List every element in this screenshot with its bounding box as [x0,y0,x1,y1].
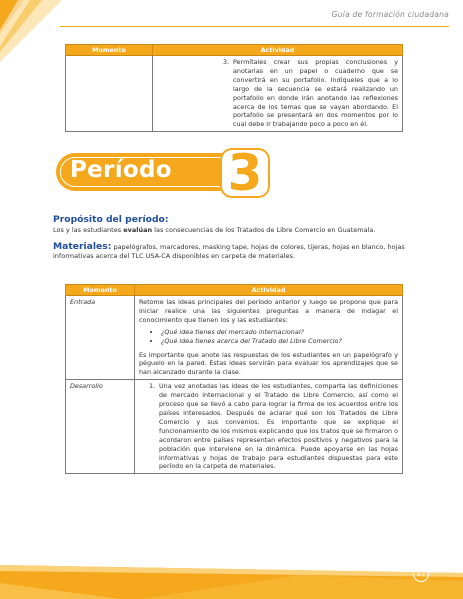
period-banner [56,144,271,202]
activities-table-continued [65,44,403,132]
column-header-momento: Momento [66,285,135,296]
period-number: 3 [227,144,263,202]
entrada-closing: Es importante que anote las respuestas de los estudiantes en un papelógrafo y péguelo en la pared. Estas ideas servirán para evaluar los aprendizajes que se han alcanzado durante la clase. [139,350,398,377]
moment-cell: Desarrollo [66,380,135,474]
activity-cell [135,380,403,474]
materiales-title: Materiales: [53,241,112,252]
period-label: Período [70,157,172,183]
table-row [66,56,403,132]
corner-decoration [0,0,70,70]
list-item: • ¿Qué idea tienes acerca del Tratado del Libre Comercio? [161,337,398,346]
item-number: 1. [149,382,156,391]
moment-cell: Entrada [66,296,135,380]
bottom-decoration [0,555,463,599]
column-header-actividad: Actividad [135,285,403,296]
activity-cell [153,56,403,132]
proposito-text [53,226,413,235]
column-header-momento: Momento [66,45,153,56]
proposito-title: Propósito del período: [53,214,169,225]
question-list [139,328,398,346]
item-number: 3. [223,58,230,66]
proposito-text-start: Los y las estudiantes [53,226,124,234]
proposito-text-bold: evalúan [123,226,153,234]
list-item: • ¿Qué idea tienes del mercado internacional? [161,328,398,337]
numbered-item [223,58,398,129]
materiales-block [53,243,413,260]
running-header: Guía de formación ciudadana [331,10,449,19]
table-row [66,380,403,474]
item-text: Permítales crear sus propias conclusiones y anotarlas en un papel o cuaderno que se convertirá en su portafolio. Indíqueles que a lo largo de la secuencia se estará realizando un portafolio en donde irán anotando las reflexiones acerca de los temas que se vayan abordando. El portafolio se presentará en dos momentos por lo cual debe ir trabajando poco a poco en él. [233,58,398,129]
column-header-actividad: Actividad [153,45,403,56]
page-number: 17 [413,566,429,582]
activity-cell [135,296,403,380]
item-text: Una vez anotadas las ideas de los estudiantes, comparta las definiciones de mercado internacional y el Tratado de Libre Comercio, así como el proceso que se llevó a cabo para lograr la firma de los acuerdos entre los países interesados. Después de aclarar qué son los Tratados de Libre Comercio y sus convenios. Es importante que se explique el funcionamiento de los mismos explicando que los tratos que se firmaron o acordaron entre países representan efectos positivos y negativos para la población que interviene en la dinámica. Puede apoyarse en las hojas informativas y hojas de trabajo para estudiantes dispuestas para este período en la carpeta de materiales. [159,382,398,471]
entrada-intro: Retome las ideas principales del período anterior y luego se propone que para iniciar realice una las siguientes preguntas a manera de indagar el conocimiento que tienen los y las estudiantes: [139,298,398,324]
moment-cell [66,56,153,132]
table-row [66,296,403,380]
proposito-text-end: las consecuencias de los Tratados de Libre Comercio en Guatemala. [152,226,376,234]
materiales-text: papelógrafos, marcadores, masking tape, hojas de colores, tijeras, hojas en blanco, hojas informativas acerca del TLC USA-CA disponibles en carpeta de materiales. [53,243,405,260]
numbered-item [149,382,398,471]
activities-table [65,284,403,474]
header-rule [60,26,449,27]
